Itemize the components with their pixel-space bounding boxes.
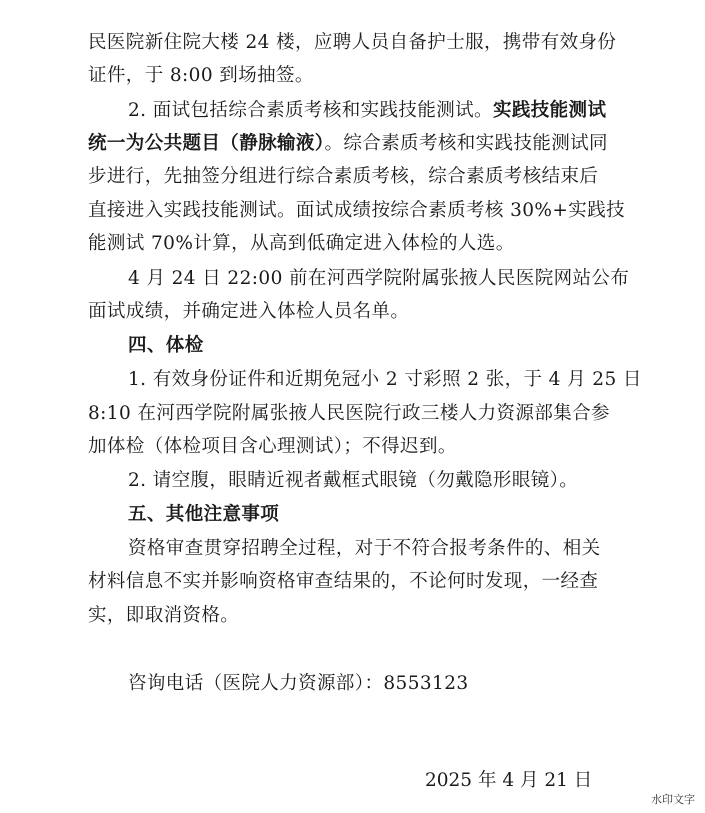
paragraph-line: 能测试 70%计算，从高到低确定进入体检的人选。 <box>88 233 515 254</box>
paragraph-line <box>88 131 608 157</box>
paragraph-line: 资格审查贯穿招聘全过程，对于不符合报考条件的、相关 <box>128 538 601 559</box>
contact-phone: 咨询电话（医院人力资源部）：8553123 <box>128 673 469 694</box>
bold-emphasis: 实践技能测试 <box>492 100 607 121</box>
section-heading: 四、体检 <box>128 335 204 356</box>
paragraph-line <box>128 98 606 124</box>
paragraph-line: 面试成绩，并确定进入体检人员名单。 <box>88 301 410 322</box>
paragraph-line: 2. 请空腹，眼睛近视者戴框式眼镜（勿戴隐形眼镜）。 <box>128 470 579 491</box>
paragraph-line: 材料信息不实并影响资格审查结果的，不论何时发现，一经查 <box>88 571 599 592</box>
paragraph-line: 证件，于 8:00 到场抽签。 <box>88 65 314 86</box>
section-heading: 五、其他注意事项 <box>128 504 280 525</box>
interview-item-text: 2. 面试包括综合素质考核和实践技能测试。 <box>128 100 493 121</box>
text-span: 。综合素质考核和实践技能测试同 <box>324 133 608 154</box>
issue-date: 2025 年 4 月 21 日 <box>425 770 593 791</box>
paragraph-line: 加体检（体检项目含心理测试）；不得迟到。 <box>88 436 457 457</box>
paragraph-line: 1. 有效身份证件和近期免冠小 2 寸彩照 2 张，于 4 月 25 日 <box>128 369 642 390</box>
bold-emphasis: 统一为公共题目（静脉输液） <box>88 133 325 154</box>
paragraph-line: 直接进入实践技能测试。面试成绩按综合素质考核 30%+实践技 <box>88 200 626 221</box>
paragraph-line: 8:10 在河西学院附属张掖人民医院行政三楼人力资源部集合参 <box>88 403 610 424</box>
paragraph-line: 实，即取消资格。 <box>88 605 240 626</box>
watermark-text: 水印文字 <box>651 793 695 806</box>
paragraph-line: 步进行，先抽签分组进行综合素质考核，综合素质考核结束后 <box>88 166 599 187</box>
paragraph-line: 4 月 24 日 22:00 前在河西学院附属张掖人民医院网站公布 <box>128 268 630 289</box>
paragraph-line: 民医院新住院大楼 24 楼，应聘人员自备护士服，携带有效身份 <box>88 32 617 53</box>
